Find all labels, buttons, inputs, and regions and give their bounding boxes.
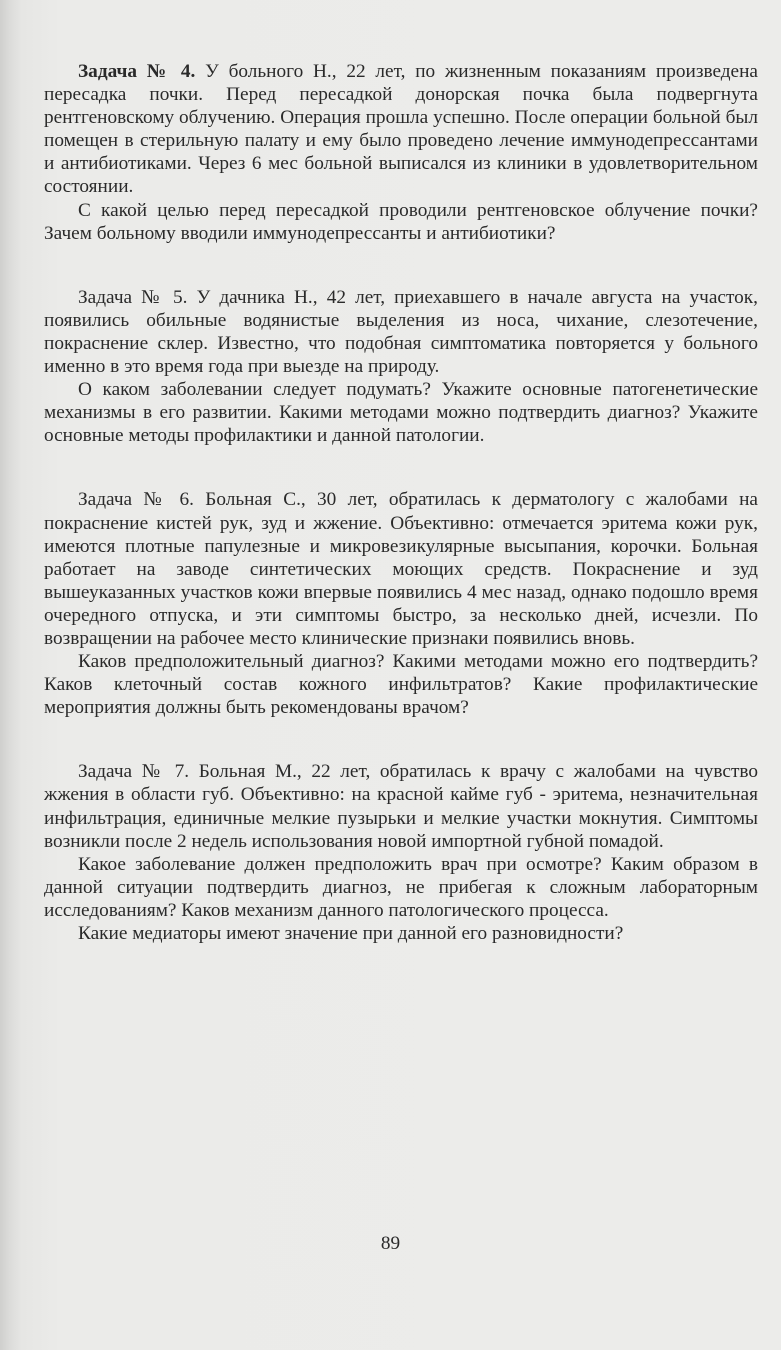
- task-statement: [44, 488, 758, 650]
- task-question: Каков предположительный диагноз? Какими методами можно его подтвердить? Каков клеточный состав кожного инфильтратов? Какие профилактические мероприятия должны быть рекомендованы врачом?: [44, 651, 758, 719]
- task-6: [44, 488, 758, 719]
- task-question: Какие медиаторы имеют значение при данной его разновидности?: [78, 923, 624, 944]
- page-content: [44, 60, 758, 945]
- task-7: [44, 760, 758, 945]
- task-spacer: [44, 245, 758, 286]
- task-heading: Задача № 4.: [78, 61, 196, 82]
- task-spacer: [44, 447, 758, 488]
- task-body: У дачника Н., 42 лет, приехавшего в начале августа на участок, появились обильные водянистые выделения из носа, чихание, слезотечение, покраснение склер. Известно, что подобная симптоматика повторяется у больного именно в это время года при выезде на природу.: [44, 286, 758, 378]
- task-heading: Задача № 5.: [78, 286, 188, 308]
- task-body: Больная С., 30 лет, обратилась к дерматологу с жалобами на покраснение кистей рук, зуд и жжение. Объективно: отмечается эритема кожи рук, имеются плотные папулезные и микровезикулярные высыпания, корочки. Больная работает на заводе синтетических моющих средств. Покраснение и зуд вышеуказанных участков кожи впервые появились 4 мес назад, однако подошло время очередного отпуска, и эти симптомы быстро, за несколько дней, исчезли. По возвращении на рабочее место клинические признаки появились вновь.: [44, 489, 758, 649]
- task-body: Больная М., 22 лет, обратилась к врачу с жалобами на чувство жжения в области губ. Объективно: на красной кайме губ - эритема, незначительная инфильтрация, единичные мелкие пузырьки и мелкие участки мокнутия. Симптомы возникли после 2 недель использования новой импортной губной помадой.: [44, 761, 758, 852]
- task-heading: Задача № 6.: [78, 489, 194, 511]
- task-spacer: [44, 719, 758, 760]
- task-statement: [44, 60, 758, 199]
- task-5: [44, 286, 758, 448]
- task-statement: [44, 760, 758, 852]
- task-question: Какое заболевание должен предположить врач при осмотре? Каким образом в данной ситуации подтвердить диагноз, не прибегая к сложным лабораторным исследованиям? Каков механизм данного патологического процесса.: [44, 853, 758, 921]
- task-question: О каком заболевании следует подумать? Укажите основные патогенетические механизмы в его развитии. Какими методами можно подтвердить диагноз? Укажите основные методы профилактики и данной патологии.: [44, 379, 758, 447]
- page-number: 89: [380, 1233, 401, 1254]
- task-heading: Задача № 7.: [78, 761, 190, 783]
- task-statement: [44, 286, 758, 378]
- task-body: У больного Н., 22 лет, по жизненным показаниям произведена пересадка почки. Перед пересадкой донорская почка была подвергнута рентгеновскому облучению. Операция прошла успешно. После операции больной был помещен в стерильную палату и ему было проведено лечение иммунодепрессантами и антибиотиками. Через 6 мес больной выписался из клиники в удовлетворительном состоянии.: [44, 61, 758, 198]
- task-question: С какой целью перед пересадкой проводили рентгеновское облучение почки? Зачем больному вводили иммунодепрессанты и антибиотики?: [44, 199, 758, 244]
- task-4: [44, 60, 758, 245]
